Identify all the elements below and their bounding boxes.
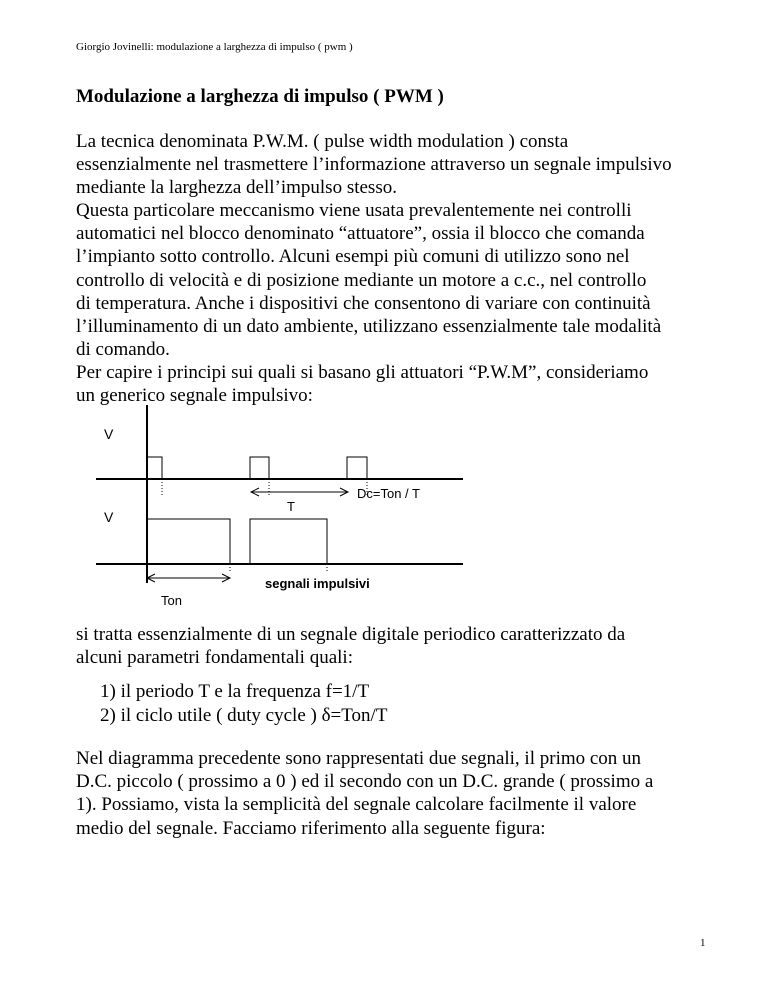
text-line: l’illuminamento di un dato ambiente, utilizzano essenzialmente tale modalità (76, 315, 662, 337)
text-line: La tecnica denominata P.W.M. ( pulse width modulation ) consta (76, 131, 569, 152)
document-title: Modulazione a larghezza di impulso ( PWM ) (76, 86, 444, 107)
bottom-pulse-2 (250, 519, 327, 564)
ton-label: Ton (161, 593, 182, 608)
bottom-v-label: V (104, 509, 114, 525)
text-line: controllo di velocità e di posizione mediante un motore a c.c., nel controllo (76, 269, 647, 291)
list-item: 2) il ciclo utile ( duty cycle ) δ=Ton/T (100, 704, 388, 726)
period-label: T (287, 499, 295, 514)
figure-caption: segnali impulsivi (265, 576, 370, 591)
closing-paragraph (76, 747, 726, 840)
text-line: Questa particolare meccanismo viene usata prevalentemente nei controlli (76, 200, 632, 222)
top-pulse-2 (250, 457, 269, 479)
page-header: Giorgio Jovinelli: modulazione a larghezza di impulso ( pwm ) (76, 41, 353, 53)
top-pulse-1 (147, 457, 162, 479)
page-number: 1 (700, 937, 706, 949)
text-line: di temperatura. Anche i dispositivi che consentono di variare con continuità (76, 292, 651, 314)
bottom-pulse-1 (147, 519, 230, 564)
text-line: D.C. piccolo ( prossimo a 0 ) ed il secondo con un D.C. grande ( prossimo a (76, 771, 654, 793)
top-v-label: V (104, 426, 114, 442)
parameter-list (100, 680, 387, 727)
text-line: Per capire i principi sui quali si basano gli attuatori “P.W.M”, consideriamo (76, 361, 649, 383)
text-line: essenzialmente nel trasmettere l’informazione attraverso un segnale impulsivo (76, 154, 672, 176)
text-line: medio del segnale. Facciamo riferimento alla seguente figura: (76, 817, 546, 839)
list-item: 1) il periodo T e la frequenza f=1/T (100, 681, 370, 702)
text-line: un generico segnale impulsivo: (76, 385, 313, 407)
intro-paragraph (76, 130, 716, 407)
text-line: l’impianto sotto controllo. Alcuni esempi più comuni di utilizzo sono nel (76, 246, 630, 268)
text-line: mediante la larghezza dell’impulso stesso. (76, 177, 397, 199)
text-line: di comando. (76, 338, 170, 360)
duty-cycle-formula: Dc=Ton / T (357, 486, 420, 501)
text-line: si tratta essenzialmente di un segnale digitale periodico caratterizzato da (76, 624, 626, 645)
text-line: Nel diagramma precedente sono rappresentati due segnali, il primo con un (76, 748, 642, 769)
pwm-signals-figure (88, 405, 478, 610)
top-pulse-3 (347, 457, 367, 479)
after-figure-paragraph (76, 623, 716, 669)
text-line: automatici nel blocco denominato “attuatore”, ossia il blocco che comanda (76, 223, 645, 245)
text-line: 1). Possiamo, vista la semplicità del segnale calcolare facilmente il valore (76, 794, 637, 816)
text-line: alcuni parametri fondamentali quali: (76, 647, 353, 668)
